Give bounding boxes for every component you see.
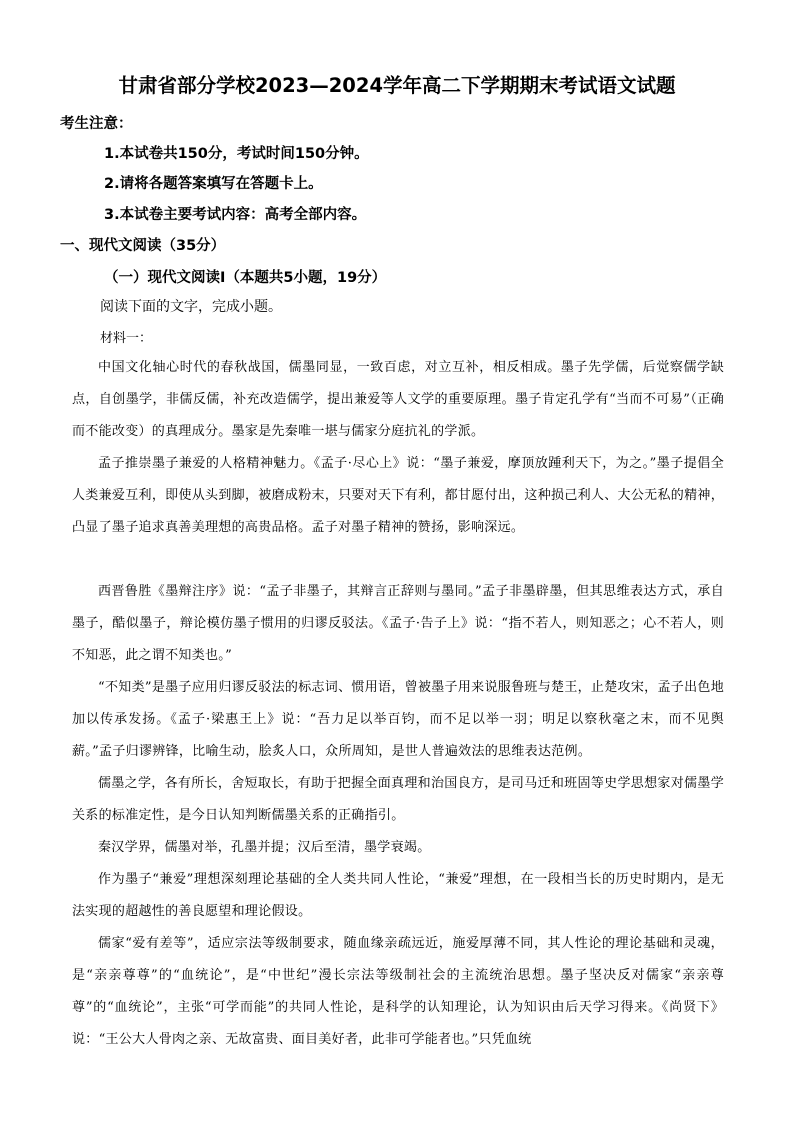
paragraph: 作为墨子“兼爱”理想深刻理论基础的全人类共同人性论，“兼爱”理想，在一段相当长的历史时期内，是无法实现的超越性的善良愿望和理论假设。 [72, 872, 724, 919]
paragraph: 孟子推崇墨子兼爱的人格精神魅力。《孟子·尽心上》说：“墨子兼爱，摩顶放踵利天下，为之。”墨子提倡全人类兼爱互利，即使从头到脚，被磨成粉末，只要对天下有利，都甘愿付出，这种损己利人、大公无私的精神，凸显了墨子追求真善美理想的高贵品格。孟子对墨子精神的赞扬，影响深远。 [72, 456, 724, 535]
page-title: 甘肃省部分学校2023—2024学年高二下学期期末考试语文试题 [118, 74, 676, 97]
paragraph: 西晋鲁胜《墨辩注序》说：“孟子非墨子，其辩言正辞则与墨同。”孟子非墨辟墨，但其思维表达方式，承自墨子，酷似墨子，辩论模仿墨子惯用的归谬反驳法。《孟子·告子上》说：“指不若人，则知恶之；心不若人，则不知恶，此之谓不知类也。” [72, 584, 724, 663]
reading-instruction: 阅读下面的文字，完成小题。 [100, 299, 282, 315]
paragraph: “不知类”是墨子应用归谬反驳法的标志词、惯用语，曾被墨子用来说服鲁班与楚王，止楚攻宋，孟子出色地加以传承发扬。《孟子·梁惠王上》说：“吾力足以举百钧，而不足以举一羽；明足以察秋毫之末，而不见舆薪。”孟子归谬辨锋，比喻生动，脍炙人口，众所周知，是世人普遍效法的思维表达范例。 [72, 680, 724, 759]
notice-item-3: 3.本试卷主要考试内容：高考全部内容。 [104, 207, 367, 223]
paragraph: 中国文化轴心时代的春秋战国，儒墨同显，一致百虑，对立互补，相反相成。墨子先学儒，后觉察儒学缺点，自创墨学，非儒反儒，补充改造儒学，提出兼爱等人文学的重要原理。墨子肯定孔学有“当而不可易”（正确而不能改变）的真理成分。墨家是先秦唯一堪与儒家分庭抗礼的学派。 [72, 360, 724, 439]
paragraph: 秦汉学界，儒墨对举，孔墨并提；汉后至清，墨学衰竭。 [98, 840, 431, 855]
notice-item-1: 1.本试卷共150分，考试时间150分钟。 [104, 146, 369, 162]
notice-heading: 考生注意： [60, 116, 133, 132]
notice-item-2: 2.请将各题答案填写在答题卡上。 [104, 176, 323, 192]
material-label: 材料一： [100, 331, 153, 346]
section-heading: 一、现代文阅读（35分） [60, 238, 226, 254]
paragraph: 儒墨之学，各有所长，舍短取长，有助于把握全面真理和治国良方，是司马迁和班固等史学思想家对儒墨学关系的标准定性，是今日认知判断儒墨关系的正确指引。 [72, 776, 724, 823]
section-subheading: （一）现代文阅读Ⅰ（本题共5小题，19分） [104, 270, 387, 286]
paragraph: 儒家“爱有差等”，适应宗法等级制要求，随血缘亲疏远近，施爱厚薄不同，其人性论的理论基础和灵魂，是“亲亲尊尊”的“血统论”，是“中世纪”漫长宗法等级制社会的主流统治思想。墨子坚决反对儒家“亲亲尊尊”的“血统论”，主张“可学而能”的共同人性论，是科学的认知理论，认为知识由后天学习得来。《尚贤下》说：“王公大人骨肉之亲、无故富贵、面目美好者，此非可学能者也。”只凭血统 [72, 936, 724, 1047]
